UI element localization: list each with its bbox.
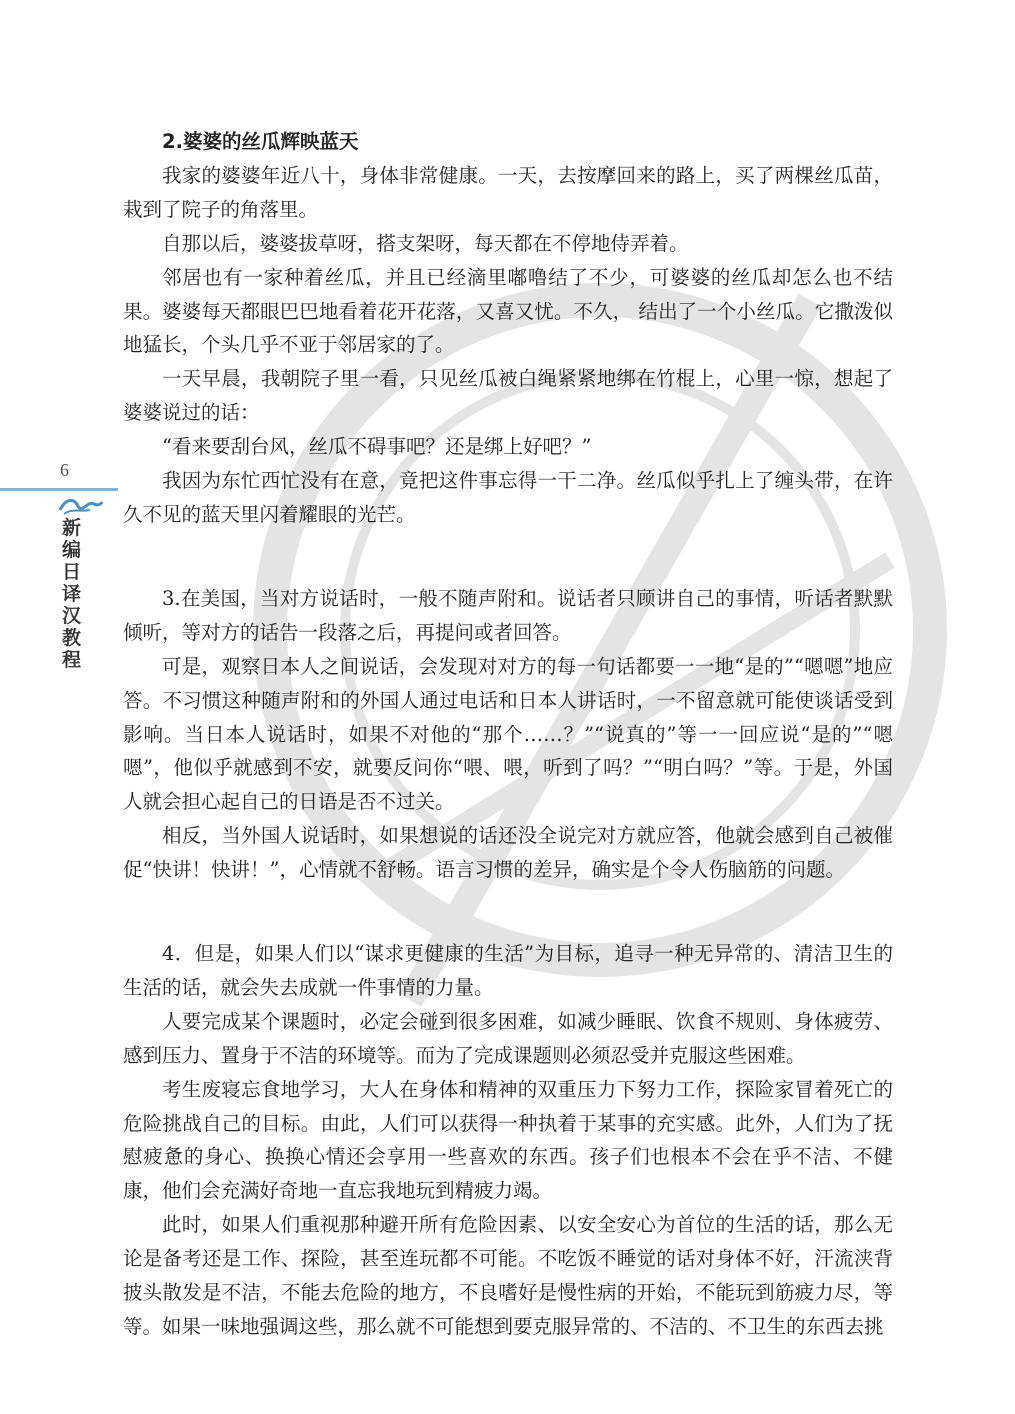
paragraph: 考生废寝忘食地学习，大人在身体和精神的双重压力下努力工作，探险家冒着死亡的危险挑战自己的目标。由此，人们可以获得一种执着于某事的充实感。此外，人们为了抚慰疲惫的身心、换换心情还会享用一些喜欢的东西。孩子们也根本不会在乎不洁、不健康，他们会充满好奇地一直忘我地玩到精疲力竭。: [123, 1077, 893, 1203]
paragraph: 自那以后，婆婆拔草呀，搭支架呀，每天都在不停地侍弄着。: [162, 231, 689, 255]
paragraph: 4．但是，如果人们以“谋求更健康的生活”为目标，追寻一种无异常的、清洁卫生的生活的话，就会失去成就一件事情的力量。: [123, 942, 893, 999]
wave-icon: [58, 494, 104, 516]
paragraph: 我家的婆婆年近八十，身体非常健康。一天，去按摩回来的路上，买了两棵丝瓜苗，栽到了院子的角落里。: [123, 163, 893, 221]
paragraph: 我因为东忙西忙没有在意，竟把这件事忘得一干二净。丝瓜似乎扎上了缠头带，在许久不见的蓝天里闪着耀眼的光芒。: [123, 469, 893, 526]
book-title: 新编日译汉教程: [62, 517, 82, 671]
paragraph: 可是，观察日本人之间说话，会发现对对方的每一句话都要一一地“是的”“嗯嗯”地应答。不习惯这种随声附和的外国人通过电话和日本人讲话时，一不留意就可能使谈话受到影响。当日本人说话时，如果不对他的“那个……？”“说真的”等一一回应说“是的”“嗯嗯”，他似乎就感到不安，就要反问你“喂、喂，听到了吗？”“明白吗？”等。于是，外国人就会担心起自己的日语是否不过关。: [123, 654, 893, 814]
section-gap: [123, 887, 893, 937]
paragraph: 邻居也有一家种着丝瓜，并且已经滴里嘟噜结了不少，可婆婆的丝瓜却怎么也不结果。婆婆每天都眼巴巴地看着花开花落，又喜又忧。不久， 结出了一个小丝瓜。它撒泼似地猛长，个头几乎不亚于邻居家的了。: [123, 265, 893, 357]
section-gap: [123, 532, 893, 582]
paragraph: “看来要刮台风，丝瓜不碍事吧？还是绑上好吧？”: [162, 435, 592, 459]
paragraph: 3.在美国，当对方说话时，一般不随声附和。说话者只顾讲自己的事情，听话者默默倾听，等对方的话告一段落之后，再提问或者回答。: [123, 586, 893, 644]
margin-accent-rule: [0, 488, 118, 491]
paragraph: 人要完成某个课题时，必定会碰到很多困难，如减少睡眠、饮食不规则、身体疲劳、感到压力、置身于不洁的环境等。而为了完成课题则必须忍受并克服这些困难。: [123, 1009, 893, 1067]
section-title: 2.婆婆的丝瓜辉映蓝天: [162, 130, 359, 153]
paragraph: 此时，如果人们重视那种避开所有危险因素、以安全安心为首位的生活的话，那么无论是备考还是工作、探险，甚至连玩都不可能。不吃饭不睡觉的话对身体不好，汗流浃背披头散发是不洁，不能去危险的地方，不良嗜好是慢性病的开始，不能玩到筋疲力尽，等等。如果一味地强调这些，那么就不可能想到要克服异常的、不洁的、不卫生的东西去挑: [123, 1213, 893, 1338]
paragraph: 相反，当外国人说话时，如果想说的话还没全说完对方就应答，他就会感到自己被催促“快讲！快讲！”，心情就不舒畅。语言习惯的差异，确实是个令人伤脑筋的问题。: [123, 824, 893, 882]
page-number: 6: [60, 460, 69, 480]
paragraph: 一天早晨，我朝院子里一看，只见丝瓜被白绳紧紧地绑在竹棍上，心里一惊，想起了婆婆说过的话：: [123, 367, 893, 425]
page-content: [123, 125, 893, 1344]
